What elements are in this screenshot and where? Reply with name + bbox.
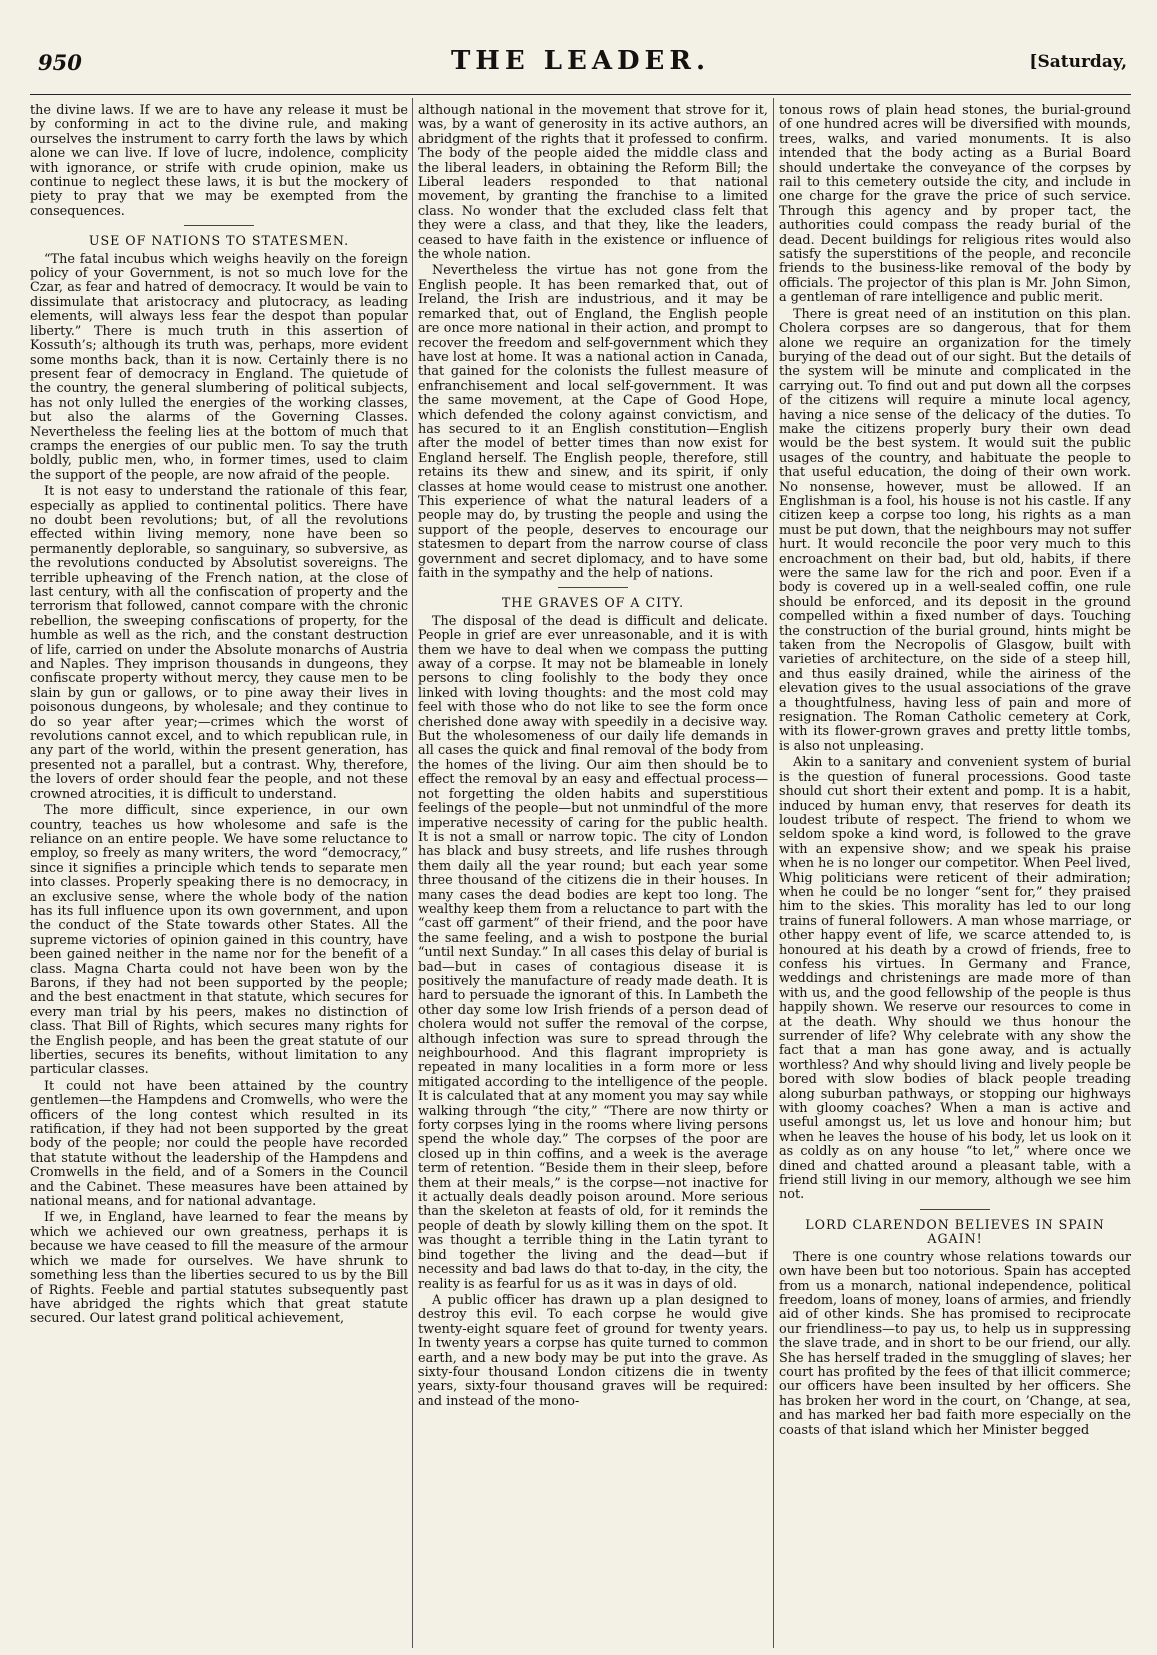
paragraph: A public officer has drawn up a plan designed to destroy this evil. To each corpse he would give twenty-eight square feet of ground for twenty years. In twenty years a corpse has quite turned to common earth, and a new body may be put into the grave. As sixty-four thousand London citizens die in twenty years, sixty-four thousand graves will be required: and instead of the mono- (418, 1292, 768, 1409)
paragraph: It could not have been attained by the country gentlemen—the Hampdens and Cromwells, who were the officers of the long contest which resulted in its ratification, if they had not been supported by the great body of the people; nor could the people have recorded that statute without the leadership of the Hampdens and Cromwells in the field, and of a Somers in the Council and the Cabinet. These measures have been attained by national means, and for national advantage. (30, 1078, 408, 1210)
masthead (30, 46, 1131, 86)
page-number: 950 (38, 50, 82, 75)
article-heading: THE GRAVES OF A CITY. (501, 595, 685, 611)
column-divider (773, 98, 774, 1648)
column-divider (412, 98, 413, 1648)
article-heading: LORD CLARENDON BELIEVES IN SPAIN AGAIN! (805, 1216, 1105, 1247)
column-1 (30, 104, 408, 1649)
paragraph: the divine laws. If we are to have any release it must be by conforming in act to the divine rule, and making ourselves the instrument to carry forth the laws by which alone we can live. If love of lucre, indolence, complicity with ignorance, or strife with crude opinion, make us continue to neglect these laws, it is but the mockery of piety to pray that we may be exempted from the consequences. (30, 104, 408, 219)
column-3 (779, 104, 1131, 1649)
column-2 (418, 104, 768, 1649)
section-rule (558, 587, 628, 588)
paragraph: tonous rows of plain head stones, the burial-ground of one hundred acres will be diversified with mounds, trees, walks, and varied monuments. It is also intended that the body acting as a Burial Board should undertake the conveyance of the corpses by rail to this cemetery outside the city, and include in one charge for the grave the price of such service. Through this agency and by proper tact, the authorities could compass the ready burial of the dead. Decent buildings for religious rites would also satisfy the superstitions of the people, and reconcile friends to the business-like removal of the body by officials. The projector of this plan is Mr. John Simon, a gentleman of rare intelligence and public merit. (779, 104, 1131, 306)
paragraph: There is great need of an institution on this plan. Cholera corpses are so dangerous, that for them alone we require an organization for the timely burying of the dead out of our sight. But the details of the system will be minute and complicated in the carrying out. To find out and put down all the corpses of the citizens will require a minute local agency, having a nice sense of the delicacy of the duties. To make the citizens properly bury their own dead would be the best system. It would suit the public usages of the country, and habituate the people to that useful education, the doing of their own work. No nonsense, however, must be allowed. If an Englishman is a fool, his house is not his castle. If any citizen keep a corpse too long, his rights as a man must be put down, that the neighbours may not suffer hurt. It would reconcile the poor very much to this encroachment on their bad, but old, habits, if there were the same law for the rich and poor. Even if a body is covered up in a well-sealed coffin, one rule should be enforced, and its deposit in the ground compelled within a fixed number of days. Touching the construction of the burial ground, hints might be taken from the Necropolis of Glasgow, built with varieties of architecture, on the side of a steep hill, and thus easily drained, while the airiness of the elevation gives to the usual associations of the grave a thoughtfulness, having less of pain and more of resignation. The Roman Catholic cemetery at Cork, with its flower-grown graves and pretty little tombs, is also not unpleasing. (779, 306, 1131, 754)
paragraph: The disposal of the dead is difficult and delicate. People in grief are ever unreasonable, and it is with them we have to deal when we compass the putting away of a corpse. It may not be blameable in lonely persons to cling foolishly to the body they once linked with loving thoughts: and the most cold may feel with those who do not like to see the form once cherished done away with speedily in a decisive way. But the wholesomeness of our daily life demands in all cases the quick and final removal of the body from the homes of the living. Our aim then should be to effect the removal by an easy and effectual process—not forgetting the olden habits and superstitious feelings of the people—but not unmindful of the more imperative necessity of caring for the public health. It is not a small or narrow topic. The city of London has black and busy streets, and life rushes through them daily all the year round; but each year some three thousand of the citizens die in their houses. In many cases the dead bodies are kept too long. The wealthy keep them from a reluctance to part with the “cast off garment” of their friend, and the poor have the same feeling, and a wish to postpone the burial “until next Sunday.” In all cases this delay of burial is bad—but in cases of contagious disease it is positively the manufacture of ready made death. It is hard to persuade the ignorant of this. In Lambeth the other day some low Irish friends of a person dead of cholera would not suffer the removal of the corpse, although infection was sure to spread through the neighbourhood. And this flagrant impropriety is repeated in many localities in a form more or less mitigated according to the intelligence of the people. It is calculated that at any moment you may say while walking through “the city,” “There are now thirty or forty corpses lying in the rooms where living persons spend the whole day.” The corpses of the poor are closed up in thin coffins, and a week is the average term of retention. “Beside them in their sleep, before them at their meals,” is the corpse—not inactive for it actually deals deadly poison around. More serious than the skeleton at feasts of old, for it reminds the people of death by slowly killing them on the spot. It was thought a terrible thing in the Latin tyrant to bind together the living and the dead—but if necessity and bad laws do that to-day, in the city, the reality is as fearful for us as it was in days of old. (418, 613, 768, 1292)
newspaper-title: THE LEADER. (450, 46, 711, 76)
paragraph: It is not easy to understand the rationale of this fear, especially as applied to continental politics. There have no doubt been revolutions; but, of all the revolutions effected within living memory, none have been so permanently deplorable, so sanguinary, so subversive, as the revolutions conducted by Absolutist sovereigns. The terrible upheaving of the French nation, at the close of last century, with all the confiscation of property and the terrorism that followed, cannot compare with the chronic rebellion, the sweeping confiscations of property, for the humble as well as the rich, and the constant destruction of life, carried on under the Absolute monarchs of Austria and Naples. They imprison thousands in dungeons, they confiscate property without mercy, they cause men to be slain by gun or gallows, or to pine away their lives in poisonous dungeons, by wholesale; and they continue to do so year after year;—crimes which the worst of revolutions cannot excel, and to which republican rule, in any part of the world, within the present generation, has presented not a parallel, but a contrast. Why, therefore, the lovers of order should fear the people, and not these crowned atrocities, it is difficult to understand. (30, 484, 408, 802)
article-heading: USE OF NATIONS TO STATESMEN. (88, 233, 350, 249)
paragraph: “The fatal incubus which weighs heavily on the foreign policy of your Government, is not so much love for the Czar, as fear and hatred of democracy. It would be vain to dissimulate that aristocracy and plutocracy, as leading elements, will always less fear the despot than popular liberty.” There is much truth in this assertion of Kossuth’s; although its truth was, perhaps, more evident some months back, than it is now. Certainly there is no present fear of democracy in England. The quietude of the country, the general slumbering of political subjects, has not only lulled the energies of the working classes, but also the alarms of the Governing Classes. Nevertheless the feeling lies at the bottom of much that cramps the energies of our public men. To say the truth boldly, public men, who, in former times, used to claim the support of the people, are now afraid of the people. (30, 251, 408, 483)
paragraph: although national in the movement that strove for it, was, by a want of generosity in its active authors, an abridgment of the rights that it professed to confirm. The body of the people aided the middle class and the liberal leaders, in obtaining the Reform Bill; the Liberal leaders responded to that national movement, by granting the franchise to a limited class. No wonder that the excluded class felt that they were a class, and that they, like the leaders, ceased to have faith in the existence or influence of the whole nation. (418, 104, 768, 263)
masthead-rule (30, 94, 1131, 95)
issue-day: [Saturday, (1029, 52, 1127, 72)
paragraph: There is one country whose relations towards our own have been but too notorious. Spain has accepted from us a monarch, national independence, political freedom, loans of money, loans of armies, and friendly aid of other kinds. She has promised to reciprocate our friendliness—to pay us, to help us in suppressing the slave trade, and in short to be our friend, our ally. She has herself traded in the smuggling of slaves; her court has profited by the fees of that illicit commerce; our officers have been insulted by her officers. She has broken her word in the court, on ’Change, at sea, and has marked her bad faith more especially on the coasts of that island which her Minister begged (779, 1249, 1131, 1438)
paragraph: Akin to a sanitary and convenient system of burial is the question of funeral processions. Good taste should cut short their extent and pomp. It is a habit, induced by human envy, that reserves for death its loudest tribute of respect. The friend to whom we seldom spoke a kind word, is followed to the grave with an expensive show; and we speak his praise when he is no longer our competitor. When Peel lived, Whig politicians were reticent of their admiration; when he could be no longer “sent for,” they praised him to the skies. This morality has led to our long trains of funeral followers. A man whose marriage, or other happy event of life, we scarce attended to, is honoured at his death by a crowd of friends, free to confess his virtues. In Germany and France, weddings and christenings are made more of than with us, and the good fellowship of the people is thus happily shown. We reserve our resources to come in at the death. Why should we thus honour the surrender of life? Why celebrate with any show the fact that a man has gone away, and is actually worthless? And why should living and lively people be bored with slow bodies of black people treading along suburban pathways, or stopping our highways with gloomy coaches? When a man is active and useful amongst us, let us love and honour him; but when he leaves the house of his body, let us look on it as coldly as on any house “to let,” where once we dined and chatted around a pleasant table, with a friend still living in our memory, although we see him not. (779, 755, 1131, 1203)
paragraph: If we, in England, have learned to fear the means by which we achieved our own greatness, perhaps it is because we have ceased to fill the measure of the armour which we made for ourselves. We have shrunk to something less than the liberties secured to us by the Bill of Rights. Feeble and partial statutes subsequently past have abridged the rights which that great statute secured. Our latest grand political achievement, (30, 1210, 408, 1327)
section-rule (184, 225, 254, 226)
section-rule (920, 1209, 990, 1210)
paragraph: The more difficult, since experience, in our own country, teaches us how wholesome and safe is the reliance on an entire people. We have some reluctance to employ, so freely as many writers, the word “democracy,” since it signifies a principle which tends to separate men into classes. Properly speaking there is no democracy, in an exclusive sense, where the whole body of the nation has its full influence upon its own government, and upon the conduct of the State towards other States. All the supreme victories of opinion gained in this country, have been gained neither in the name nor for the benefit of a class. Magna Charta could not have been won by the Barons, if they had not been supported by the people; and the best enactment in that statute, which secures for every man trial by his peers, makes no distinction of class. That Bill of Rights, which secures many rights for the English people, and has been the great statute of our liberties, secures its benefits, without limitation to any particular classes. (30, 803, 408, 1078)
paragraph: Nevertheless the virtue has not gone from the English people. It has been remarked that, out of Ireland, the Irish are industrious, and it may be remarked that, out of England, the English people are once more national in their action, and prompt to recover the freedom and self-government which they have lost at home. It was a national action in Canada, that gained for the colonists the fullest measure of enfranchisement and local self-government. It was the same movement, at the Cape of Good Hope, which defended the colony against convictism, and has secured to it an English constitution—English after the model of better times than now exist for England herself. The English people, therefore, still retains its thew and sinew, and its spirit, if only classes at home would cease to mistrust one another. This experience of what the natural leaders of a people may do, by trusting the people and using the support of the people, deserves to encourage our statesmen to depart from the narrow course of class government and secret diplomacy, and to have some faith in the sympathy and the help of nations. (418, 263, 768, 581)
